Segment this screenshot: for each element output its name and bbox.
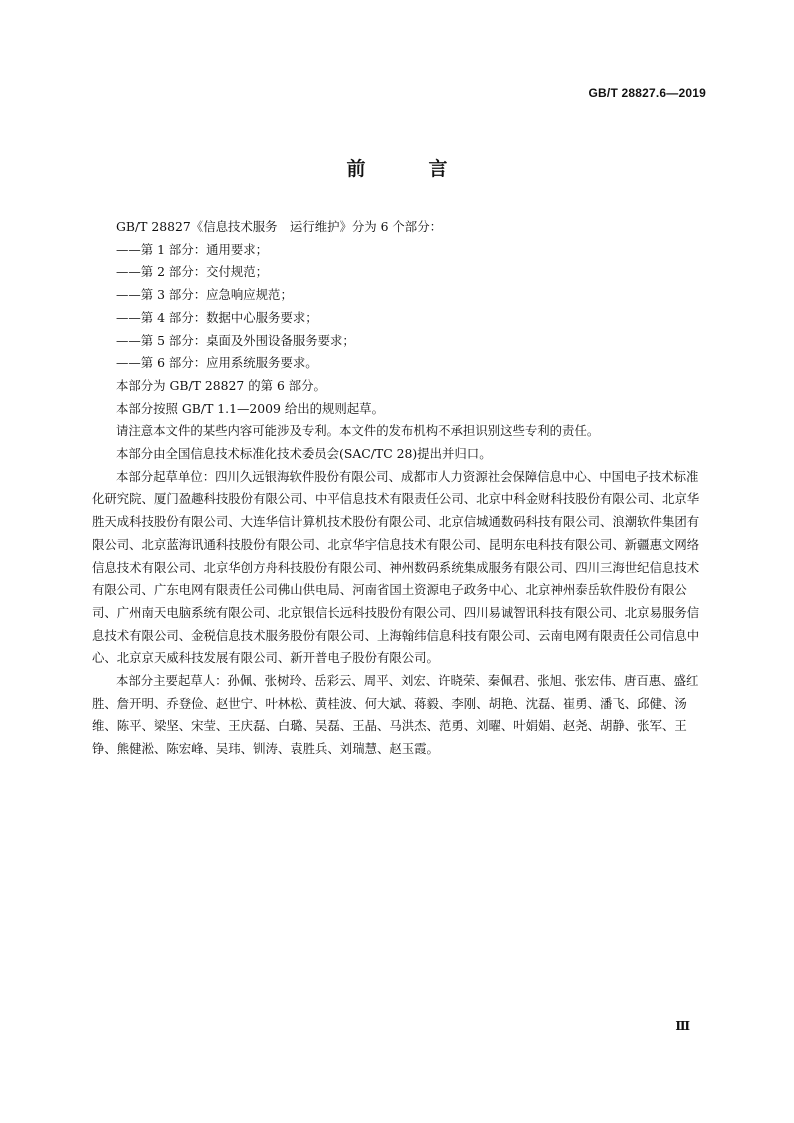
list-item: ——第 3 部分：应急响应规范； bbox=[116, 287, 293, 303]
paragraph-patent-notice: 请注意本文件的某些内容可能涉及专利。本文件的发布机构不承担识别这些专利的责任。 bbox=[116, 423, 600, 439]
list-item: ——第 4 部分：数据中心服务要求； bbox=[116, 309, 318, 325]
page-number: Ⅲ bbox=[675, 1019, 690, 1033]
document-code: GB/T 28827.6—2019 bbox=[588, 86, 706, 100]
list-item: ——第 5 部分：桌面及外围设备服务要求； bbox=[116, 332, 355, 348]
foreword-body bbox=[92, 216, 706, 761]
paragraph-proposer: 本部分由全国信息技术标准化技术委员会(SAC/TC 28)提出并归口。 bbox=[116, 446, 492, 462]
paragraph-part-info: 本部分为 GB/T 28827 的第 6 部分。 bbox=[116, 377, 326, 393]
page-title: 前 言 bbox=[346, 158, 470, 180]
paragraph-drafting-units: 本部分起草单位：四川久远银海软件股份有限公司、成都市人力资源社会保障信息中心、中国电子技术标准化研究院、厦门盈趣科技股份有限公司、中平信息技术有限责任公司、北京中科金财科技股份有限公司、北京华胜天成科技股份有限公司、大连华信计算机技术股份有限公司、北京信城通数码科技有限公司、浪潮软件集团有限公司、北京蓝海讯通科技股份有限公司、北京华宇信息技术有限公司、昆明东电科技有限公司、新疆惠文网络信息技术有限公司、北京华创方舟科技股份有限公司、神州数码系统集成服务有限公司、四川三海世纪信息技术有限公司、广东电网有限责任公司佛山供电局、河南省国土资源电子政务中心、北京神州泰岳软件股份有限公司、广州南天电脑系统有限公司、北京银信长远科技股份有限公司、四川易诚智讯科技有限公司、北京易服务信息技术有限公司、金税信息技术服务股份有限公司、上海翰纬信息科技有限公司、云南电网有限责任公司信息中心、北京京天威科技发展有限公司、新开普电子股份有限公司。 bbox=[92, 468, 700, 666]
paragraph-drafting-rules: 本部分按照 GB/T 1.1—2009 给出的规则起草。 bbox=[116, 400, 384, 416]
list-item: ——第 1 部分：通用要求； bbox=[116, 241, 269, 257]
list-item: ——第 2 部分：交付规范； bbox=[116, 264, 269, 280]
list-item: ——第 6 部分：应用系统服务要求。 bbox=[116, 355, 318, 371]
intro-paragraph: GB/T 28827《信息技术服务 运行维护》分为 6 个部分： bbox=[116, 219, 442, 234]
paragraph-drafters: 本部分主要起草人：孙佩、张树玲、岳彩云、周平、刘宏、许晓荣、秦佩君、张旭、张宏伟、唐百惠、盛红胜、詹开明、乔登俭、赵世宁、叶林松、黄桂波、何大斌、蒋毅、李刚、胡艳、沈磊、崔勇、潘飞、邱健、汤维、陈平、梁坚、宋莹、王庆磊、白璐、吴磊、王晶、马洪杰、范勇、刘曜、叶娟娟、赵尧、胡静、张军、王铮、熊健淞、陈宏峰、吴玮、钏涛、袁胜兵、刘瑞慧、赵玉霞。 bbox=[92, 673, 699, 757]
